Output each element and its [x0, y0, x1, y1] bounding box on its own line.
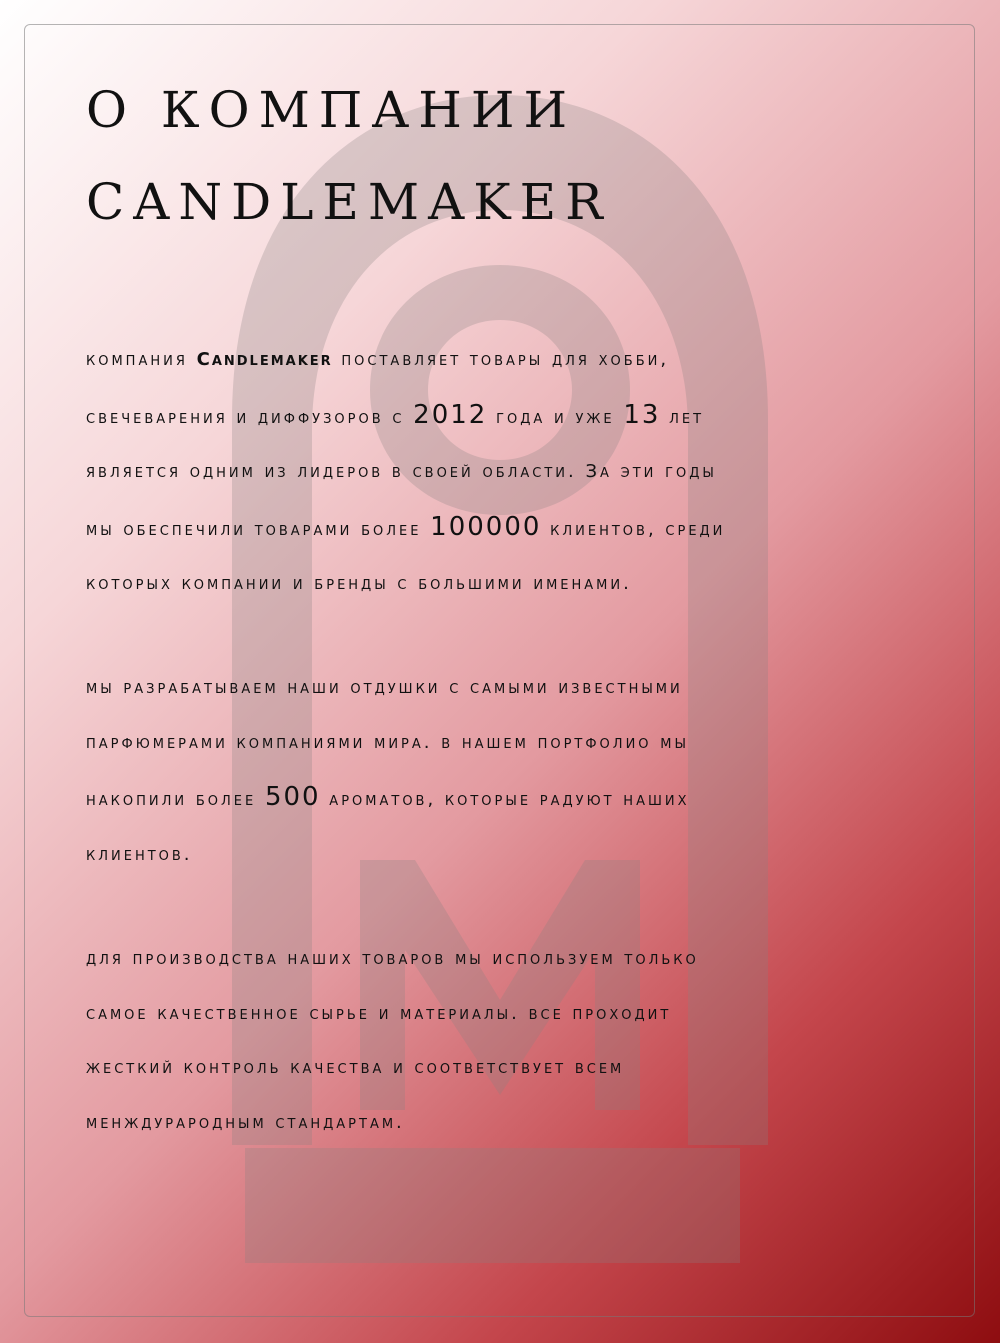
paragraph-line: парфюмерами компаниями мира. в нашем портфолио мы [86, 731, 689, 753]
page-title [86, 64, 612, 248]
paragraph-line: клиентов. [86, 843, 193, 865]
title-line-2: CANDLEMAKER [86, 173, 612, 231]
paragraph-line [86, 770, 946, 828]
about-paragraph-1 [86, 333, 946, 612]
about-paragraph-2 [86, 661, 946, 882]
years-count: 13 [623, 399, 661, 430]
paragraph-line: самое качественное сырье и материалы. все проходит [86, 1002, 672, 1024]
title-line-1: О КОМПАНИИ [86, 81, 577, 139]
paragraph-line: жесткий контроль качества и соответствует всем [86, 1057, 625, 1078]
text-fragment: является одним из лидеров в своей области. [86, 461, 586, 482]
paragraph-line [86, 333, 946, 388]
text-fragment: компания [86, 349, 197, 370]
fragrances-count: 500 [264, 782, 321, 812]
paragraph-line: которых компании и бренды с большими именами. [86, 573, 632, 594]
paragraph-line: менждурародным стандартам. [86, 1111, 405, 1133]
paragraph-line: мы разрабатываем наши отдушки с самыми известными [86, 677, 683, 698]
brand-name: Candlemaker [196, 349, 333, 370]
text-fragment: лет [660, 406, 705, 428]
paragraph-line: для производства наших товаров мы используем только [86, 948, 699, 969]
paragraph-line [86, 388, 946, 446]
text-fragment: мы обеспечили товарами более [86, 518, 431, 540]
paragraph-line [86, 500, 946, 558]
text-fragment: накопили более [86, 789, 265, 810]
text-fragment: За [585, 461, 612, 482]
text-fragment: свечеварения и диффузоров с [86, 406, 414, 428]
about-paragraph-3 [86, 932, 946, 1150]
text-fragment: года и уже [487, 406, 624, 428]
text-fragment: клиентов, среди [541, 518, 726, 540]
founding-year: 2012 [413, 399, 488, 430]
clients-count: 100000 [430, 511, 542, 542]
text-fragment: эти годы [611, 461, 717, 482]
paragraph-line [86, 445, 946, 500]
text-fragment: ароматов, которые радуют наших [320, 789, 690, 810]
text-fragment: поставляет товары для хобби, [332, 349, 670, 370]
